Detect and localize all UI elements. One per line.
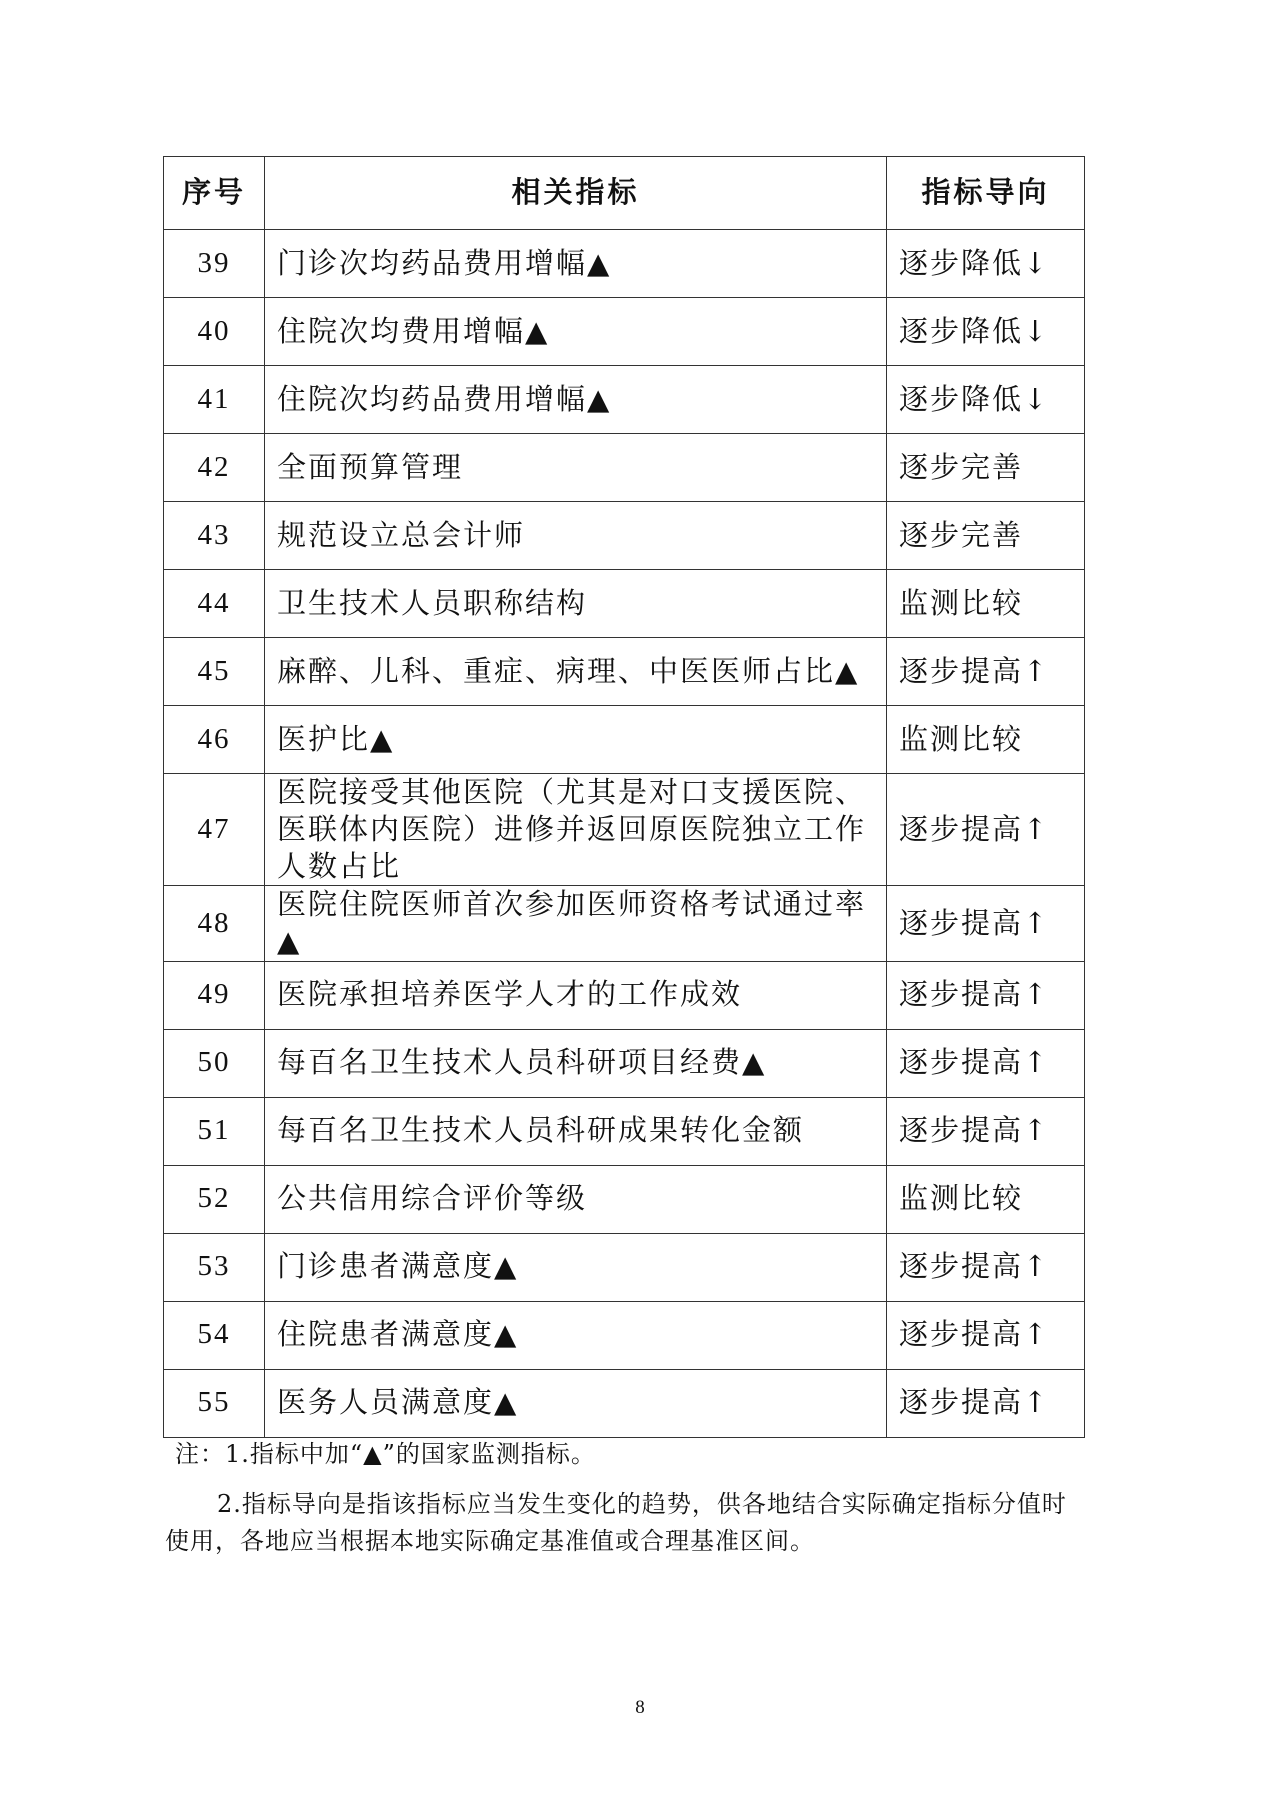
row-indicator: 医护比▲ [265,706,887,774]
table-row [164,961,1085,1029]
table-row [164,774,1085,886]
row-seq: 52 [164,1165,265,1233]
note-1: 注：1.指标中加“▲”的国家监测指标。 [175,1440,596,1468]
row-direction: 逐步提高↑ [887,638,1085,706]
row-indicator: 全面预算管理 [265,434,887,502]
row-indicator: 公共信用综合评价等级 [265,1165,887,1233]
row-indicator: 门诊患者满意度▲ [265,1233,887,1301]
row-direction: 监测比较 [887,570,1085,638]
row-indicator: 医院承担培养医学人才的工作成效 [265,961,887,1029]
row-seq: 46 [164,706,265,774]
row-seq: 54 [164,1301,265,1369]
row-seq: 53 [164,1233,265,1301]
row-seq: 44 [164,570,265,638]
table-row [164,638,1085,706]
row-seq: 41 [164,366,265,434]
header-direction: 指标导向 [887,157,1085,230]
table-row [164,1029,1085,1097]
row-direction: 逐步完善 [887,502,1085,570]
row-indicator: 每百名卫生技术人员科研成果转化金额 [265,1097,887,1165]
row-seq: 50 [164,1029,265,1097]
table-row [164,570,1085,638]
row-seq: 40 [164,298,265,366]
table-row [164,434,1085,502]
table-header-row [164,157,1085,230]
row-indicator: 住院患者满意度▲ [265,1301,887,1369]
row-indicator: 医院接受其他医院（尤其是对口支援医院、医联体内医院）进修并返回原医院独立工作人数占比 [265,774,887,886]
row-direction: 逐步提高↑ [887,1097,1085,1165]
row-indicator: 门诊次均药品费用增幅▲ [265,230,887,298]
row-direction: 逐步提高↑ [887,1029,1085,1097]
row-seq: 42 [164,434,265,502]
row-seq: 39 [164,230,265,298]
row-direction: 逐步降低↓ [887,298,1085,366]
row-seq: 43 [164,502,265,570]
row-direction: 逐步提高↑ [887,1233,1085,1301]
table-row [164,1369,1085,1437]
row-direction: 逐步完善 [887,434,1085,502]
row-indicator: 住院次均费用增幅▲ [265,298,887,366]
row-seq: 48 [164,886,265,961]
row-direction: 逐步降低↓ [887,230,1085,298]
row-seq: 45 [164,638,265,706]
header-seq: 序号 [164,157,265,230]
table-row [164,298,1085,366]
row-indicator: 住院次均药品费用增幅▲ [265,366,887,434]
row-seq: 47 [164,774,265,886]
row-direction: 监测比较 [887,1165,1085,1233]
row-indicator: 麻醉、儿科、重症、病理、中医医师占比▲ [265,638,887,706]
row-seq: 55 [164,1369,265,1437]
row-indicator: 每百名卫生技术人员科研项目经费▲ [265,1029,887,1097]
table-row [164,706,1085,774]
row-direction: 逐步提高↑ [887,1369,1085,1437]
table-row [164,1233,1085,1301]
row-direction: 监测比较 [887,706,1085,774]
row-direction: 逐步提高↑ [887,1301,1085,1369]
table-row [164,366,1085,434]
table-row [164,502,1085,570]
table-row [164,886,1085,961]
table-row [164,1301,1085,1369]
header-indicator: 相关指标 [265,157,887,230]
indicator-table [163,156,1085,1438]
note-2: 2.指标导向是指该指标应当发生变化的趋势，供各地结合实际确定指标分值时使用，各地应当根据本地实际确定基准值或合理基准区间。 [165,1490,1067,1555]
table-notes [165,1436,1075,1559]
row-direction: 逐步降低↓ [887,366,1085,434]
row-indicator: 卫生技术人员职称结构 [265,570,887,638]
table-row [164,1165,1085,1233]
row-direction: 逐步提高↑ [887,961,1085,1029]
row-direction: 逐步提高↑ [887,886,1085,961]
row-indicator: 规范设立总会计师 [265,502,887,570]
row-seq: 51 [164,1097,265,1165]
page-number: 8 [635,1697,645,1718]
table-row [164,230,1085,298]
row-seq: 49 [164,961,265,1029]
row-indicator: 医务人员满意度▲ [265,1369,887,1437]
row-indicator: 医院住院医师首次参加医师资格考试通过率▲ [265,886,887,961]
table-row [164,1097,1085,1165]
row-direction: 逐步提高↑ [887,774,1085,886]
